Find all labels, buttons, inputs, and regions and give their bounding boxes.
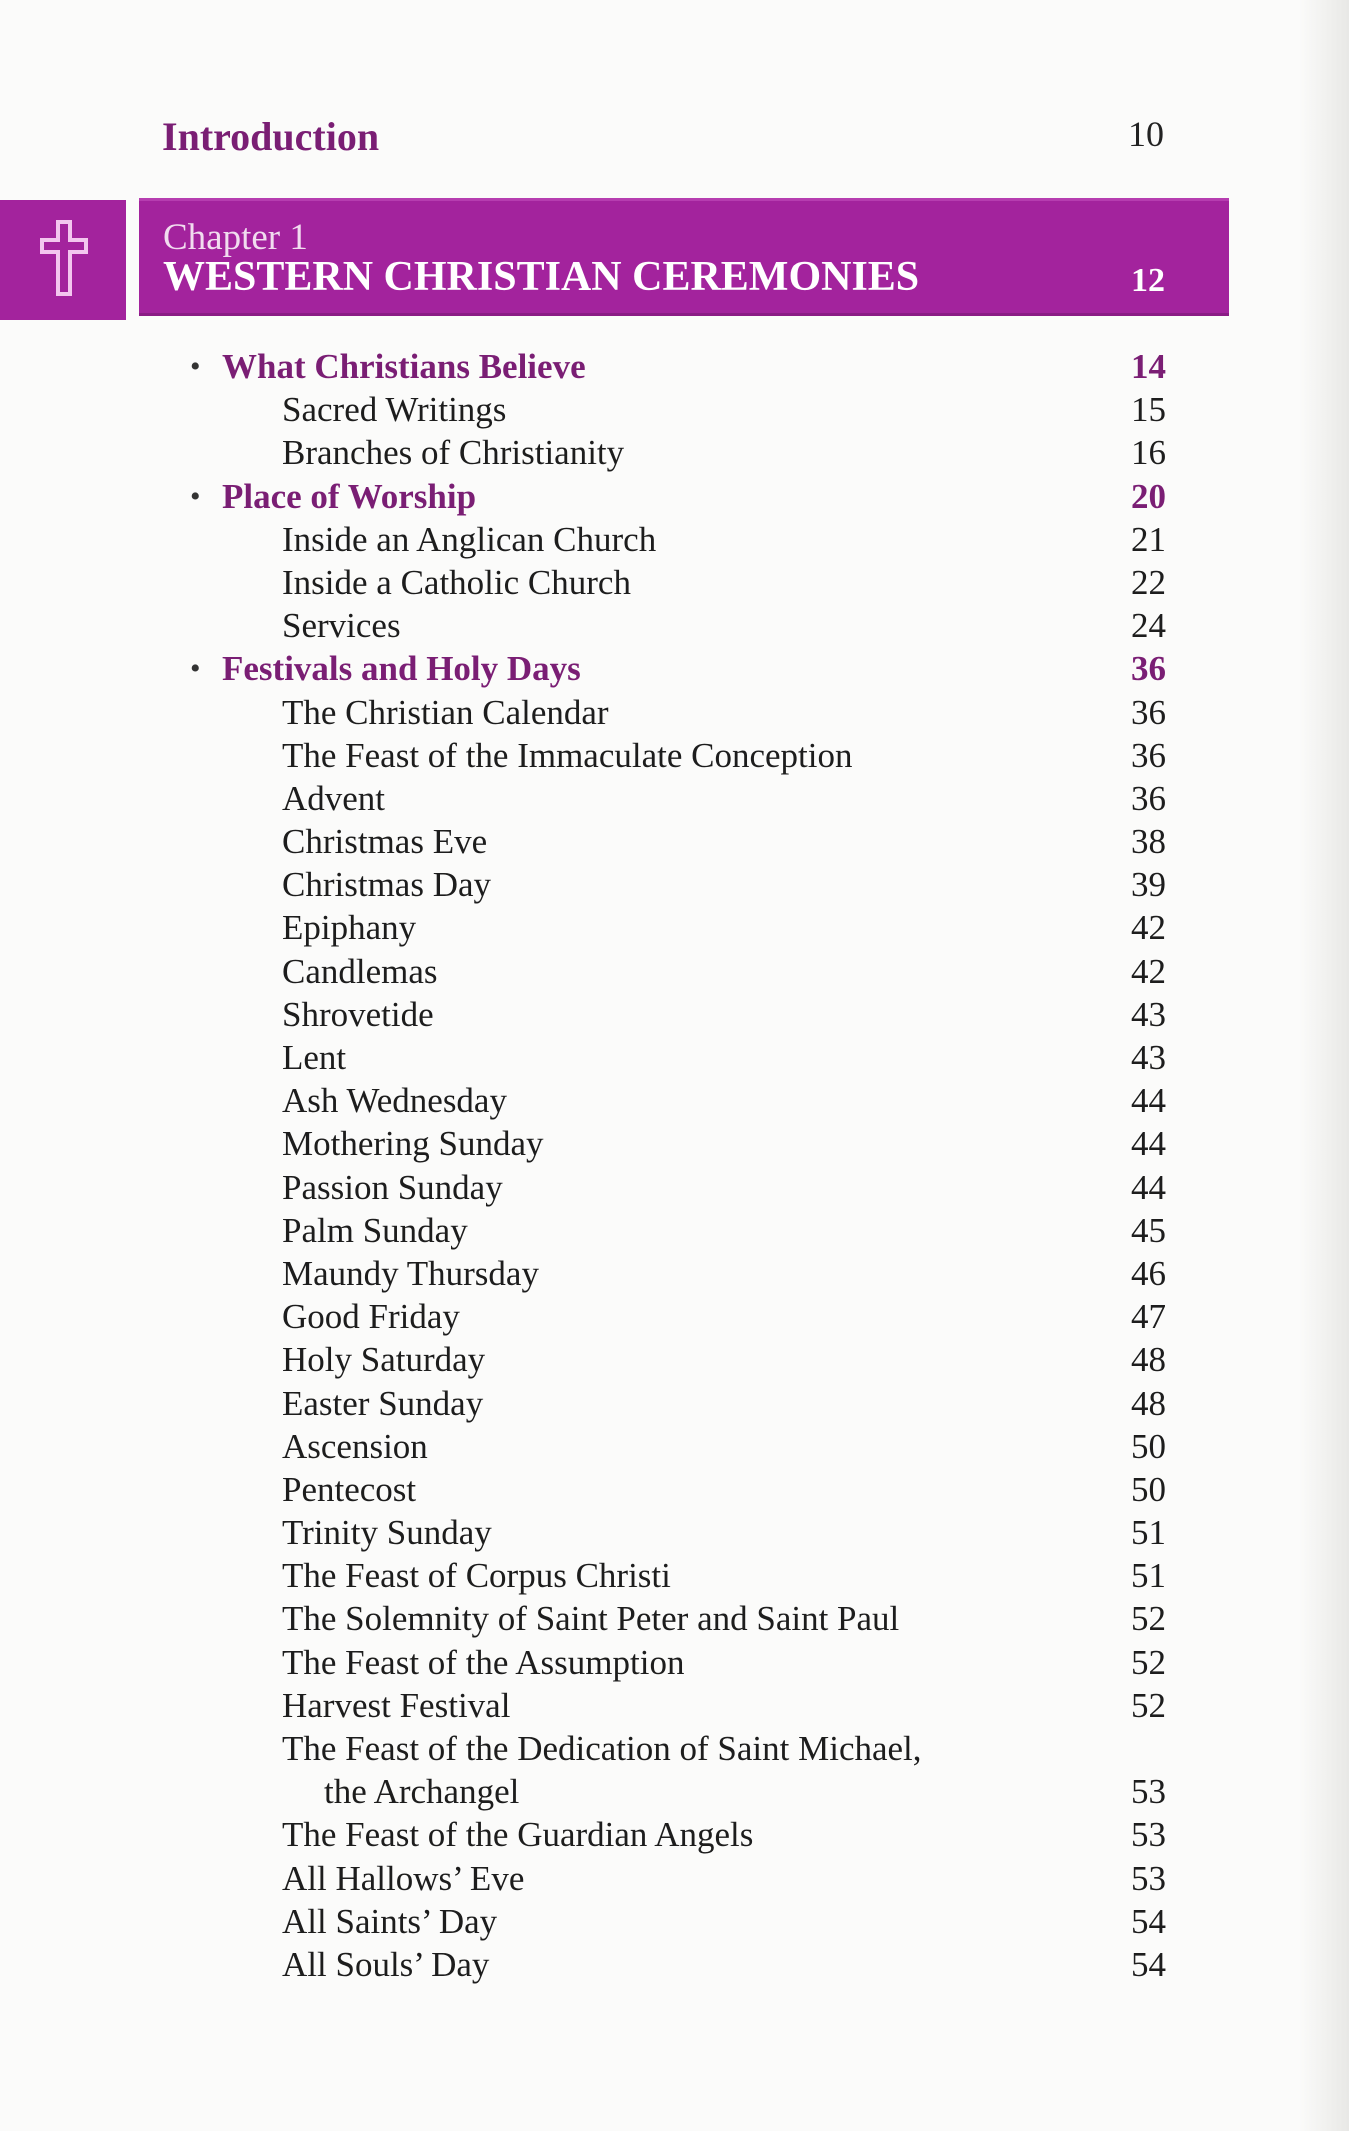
toc-section-page: 36 [1131,649,1166,689]
toc-entry-page: 48 [1131,1340,1166,1380]
toc-entry[interactable] [190,1900,1166,1943]
toc-entry-page: 50 [1131,1469,1166,1509]
toc-section[interactable] [190,345,1166,388]
toc-entry-page: 54 [1131,1901,1166,1941]
toc-entry-page: 52 [1131,1685,1166,1725]
bullet-icon: • [190,652,201,686]
toc-entry-page: 36 [1131,692,1166,732]
toc-entry-label: Inside a Catholic Church [282,562,631,602]
toc-entry-page: 53 [1131,1858,1166,1898]
toc-entry[interactable] [190,777,1166,820]
toc-entry[interactable] [190,863,1166,906]
toc-entry-page: 47 [1131,1297,1166,1337]
toc-entry-label: Sacred Writings [282,390,507,430]
toc-entry-continuation[interactable] [190,1770,1166,1813]
toc-entry-label: Mothering Sunday [282,1124,544,1164]
chapter-page: 12 [1131,262,1165,299]
toc-entry[interactable] [190,1943,1166,1986]
toc-entry-label: Inside an Anglican Church [282,519,657,559]
toc-entry-label: Services [282,606,401,646]
toc-entry-label: The Feast of Corpus Christi [282,1556,671,1596]
toc-section-page: 20 [1131,476,1166,516]
toc-entry-page: 42 [1131,951,1166,991]
toc-entry-page: 42 [1131,908,1166,948]
toc-entry-label: The Christian Calendar [282,692,609,732]
toc-entry[interactable] [190,906,1166,949]
toc-entry-page: 51 [1131,1513,1166,1553]
toc-entry-page: 43 [1131,1038,1166,1077]
chapter-number: Chapter 1 [163,217,308,258]
toc-entry[interactable] [190,820,1166,863]
toc-entry-label: Easter Sunday [282,1383,484,1423]
chapter-title: WESTERN CHRISTIAN CEREMONIES [163,254,920,300]
toc-entry-page: 45 [1131,1210,1166,1250]
toc-entry[interactable] [190,1641,1166,1684]
toc-entry-label: Harvest Festival [282,1685,511,1725]
toc-entry-label: The Feast of the Guardian Angels [282,1815,754,1855]
toc-entry-label: Palm Sunday [282,1210,468,1250]
toc-entry[interactable] [190,1727,1166,1770]
toc-entry-page: 24 [1131,606,1166,646]
toc-entry-label: Good Friday [282,1297,460,1337]
toc-section-title: What Christians Believe [222,347,586,386]
toc-entry-label: All Hallows’ Eve [282,1858,525,1898]
toc-entry-label: Candlemas [282,951,438,991]
toc-introduction[interactable] [162,105,1164,165]
toc-entry-page: 38 [1131,822,1166,862]
toc-entry-page: 44 [1131,1081,1166,1121]
toc-section-title: Festivals and Holy Days [222,649,581,689]
toc-entry-page: 46 [1131,1253,1166,1293]
toc-entry[interactable] [190,1684,1166,1727]
toc-entry[interactable] [190,518,1166,561]
toc-entry-page: 21 [1131,519,1166,559]
toc-entry-page: 44 [1131,1167,1166,1207]
toc-entry[interactable] [190,691,1166,734]
toc-entry-page: 22 [1131,562,1166,602]
toc-entry-label: All Souls’ Day [282,1944,490,1984]
introduction-title: Introduction [162,114,380,159]
bullet-icon: • [190,479,201,513]
page-edge-shadow [1299,0,1349,2131]
toc-entry[interactable] [190,1425,1166,1468]
toc-entry-label: Maundy Thursday [282,1253,539,1293]
toc-entry-label: Christmas Eve [282,822,488,862]
chapter-icon-box [0,200,126,320]
toc-entry-page: 51 [1131,1556,1166,1596]
toc-entry[interactable] [190,1036,1166,1079]
toc-entry[interactable] [190,1382,1166,1425]
toc-entry[interactable] [190,1813,1166,1856]
toc-entry-label: Ash Wednesday [282,1081,507,1121]
toc-entry[interactable] [190,1468,1166,1511]
toc-entry-page: 50 [1131,1426,1166,1466]
toc-entry[interactable] [190,950,1166,993]
toc-entry[interactable] [190,431,1166,474]
toc-entry-page: 54 [1131,1944,1166,1984]
toc-entry[interactable] [190,1209,1166,1252]
toc-entry-page: 16 [1131,433,1166,473]
toc-section-page: 14 [1131,347,1166,386]
toc-entry-label: Passion Sunday [282,1167,503,1207]
toc-entry-page: 44 [1131,1124,1166,1164]
toc-entry-label: The Feast of the Dedication of Saint Michael, [282,1729,922,1768]
toc-entry-label: Pentecost [282,1469,417,1509]
toc-entry-page: 43 [1131,994,1166,1034]
toc-entry[interactable] [190,1338,1166,1381]
toc-entry-page: 53 [1131,1772,1166,1812]
toc-entry[interactable] [190,604,1166,647]
toc-entry-label: Branches of Christianity [282,433,625,473]
cross-icon [40,220,88,296]
toc-entry[interactable] [190,561,1166,604]
toc-entry[interactable] [190,1511,1166,1554]
toc-entry-label: Trinity Sunday [282,1513,492,1553]
toc-entry[interactable] [190,1597,1166,1640]
toc-entry[interactable] [190,1079,1166,1122]
toc-entry[interactable] [190,388,1166,431]
toc-section[interactable] [190,475,1166,518]
toc-entry-label: Lent [282,1038,347,1077]
toc-entry-label: Christmas Day [282,865,492,905]
toc-entry-page: 52 [1131,1642,1166,1682]
toc-entry-label: All Saints’ Day [282,1901,498,1941]
toc-entry-label: The Feast of the Assumption [282,1642,685,1682]
toc-entry[interactable] [190,993,1166,1036]
toc-entry-label: Advent [282,778,386,818]
toc-entry[interactable] [190,734,1166,777]
toc-entry-page: 53 [1131,1815,1166,1855]
chapter-header[interactable] [139,198,1229,316]
toc-entry-page: 36 [1131,778,1166,818]
toc-section-title: Place of Worship [222,476,477,516]
toc-entry-label-continued: the Archangel [324,1772,520,1812]
toc-entry-page: 48 [1131,1383,1166,1423]
toc-entry-label: Shrovetide [282,994,434,1034]
toc-entry-page: 36 [1131,735,1166,775]
toc-entry-label: Holy Saturday [282,1340,486,1380]
introduction-page: 10 [1128,114,1164,154]
table-of-contents [190,345,1166,1986]
toc-entry-page: 39 [1131,865,1166,905]
toc-entry[interactable] [190,1252,1166,1295]
bullet-icon: • [190,350,201,383]
toc-entry-label: Ascension [282,1426,428,1466]
toc-entry-label: The Solemnity of Saint Peter and Saint Paul [282,1599,900,1639]
toc-entry-label: The Feast of the Immaculate Conception [282,735,853,775]
toc-entry-label: Epiphany [282,908,417,948]
toc-section[interactable] [190,647,1166,690]
toc-entry[interactable] [190,1122,1166,1165]
toc-entry[interactable] [190,1166,1166,1209]
toc-entry-page: 52 [1131,1599,1166,1639]
toc-entry[interactable] [190,1295,1166,1338]
toc-entry-page: 15 [1131,390,1166,430]
toc-entry[interactable] [190,1554,1166,1597]
toc-entry[interactable] [190,1857,1166,1900]
